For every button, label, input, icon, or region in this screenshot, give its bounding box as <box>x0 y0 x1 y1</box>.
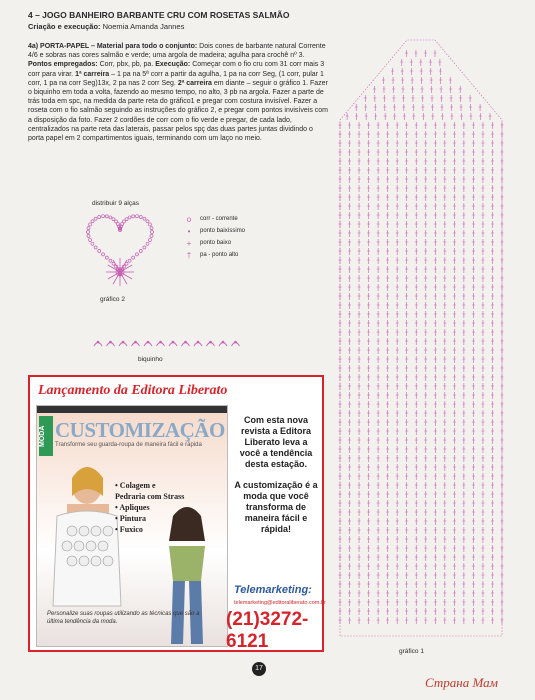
chain-stitch-mark <box>87 231 90 234</box>
chain-stitch-mark <box>148 223 151 226</box>
chain-stitch-mark <box>128 259 131 262</box>
grafico1-chart-diagram <box>339 40 504 636</box>
chain-stitch-mark <box>135 215 138 218</box>
grafico2-label: gráfico 2 <box>100 296 125 303</box>
biquinho-label: biquinho <box>138 356 163 363</box>
chain-stitch-mark <box>132 215 135 218</box>
chain-stitch-mark <box>89 238 92 241</box>
telemarketing-email: telemarketing@editoraliberato.com.br <box>234 600 326 606</box>
chain-stitch-mark <box>94 217 97 220</box>
cover-title: CUSTOMIZAÇÃO <box>55 418 225 442</box>
magazine-cover-image <box>36 405 228 647</box>
chain-stitch-mark <box>109 216 112 219</box>
legend-label: pa - ponto alto <box>200 252 239 258</box>
cover-bullets <box>115 480 184 535</box>
picot-dot-mark <box>222 341 225 344</box>
credit-label: Criação e execução: <box>28 22 101 31</box>
legend-label: corr - corrente <box>200 216 238 222</box>
cover-bullet: • Pintura <box>115 514 147 523</box>
chain-stitch-mark <box>128 216 131 219</box>
chain-stitch-mark <box>146 220 149 223</box>
ad-copy-1: Com esta nova revista a Editora Liberato leva a você a tendência desta estação. <box>239 415 313 469</box>
cover-bullet: • Fuxico <box>115 525 143 534</box>
points-text: Corr, pbx, pb, pa. <box>99 61 154 69</box>
chain-stitch-mark <box>91 242 94 245</box>
chain-stitch-mark <box>87 227 90 230</box>
chain-stitch-mark <box>151 231 154 234</box>
chain-stitch-mark <box>98 216 101 219</box>
legend-symbol: † <box>186 251 192 260</box>
picot-dot-mark <box>197 341 200 344</box>
row1-label: 1ª carreira <box>75 70 110 78</box>
chain-stitch-mark <box>125 218 128 221</box>
cover-bullet: • Apliques <box>115 503 150 512</box>
chain-stitch-mark <box>105 256 108 259</box>
chain-stitch-mark <box>146 242 149 245</box>
chain-stitch-mark <box>98 250 101 253</box>
chain-stitch-mark <box>135 253 138 256</box>
chain-stitch-mark <box>139 250 142 253</box>
picot-dot-mark <box>159 341 162 344</box>
row1-text: – 1 pa na 5ª corr a partir da agulha, 1 pa na corr Seg, (1 corr, pular 1 corr, 1 pa na corr Seg)13x, 2 pa nas 2 corr Seg. <box>28 70 324 87</box>
exec-text: Começar com o fio cru com 31 corr mais 3 corr para virar. <box>28 61 325 78</box>
ad-copy-2: A customização é a moda que você transforma de maneira fácil e rápida! <box>234 480 318 534</box>
chain-stitch-mark <box>143 246 146 249</box>
picot-dot-mark <box>234 341 237 344</box>
chain-stitch-mark <box>102 215 105 218</box>
chain-stitch-mark <box>87 234 90 237</box>
picot-dot-mark <box>97 341 100 344</box>
page-number: 17 <box>252 662 266 676</box>
cover-bullet: • Colagem e <box>115 481 156 490</box>
chain-stitch-mark <box>109 259 112 262</box>
section-title: 4a) PORTA-PAPEL – Material para todo o conjunto: <box>28 43 198 50</box>
grafico2-rosette-diagram <box>87 215 154 286</box>
telemarketing-phone: (21)3272-6121 <box>226 609 309 652</box>
chain-stitch-mark <box>132 256 135 259</box>
exec-label: Execução: <box>155 61 191 69</box>
cover-subtitle: Transforme seu guarda-roupa de maneira fácil e rápida <box>55 442 202 448</box>
chain-stitch-mark <box>102 253 105 256</box>
points-label: Pontos empregados: <box>28 61 98 69</box>
chain-stitch-mark <box>112 218 115 221</box>
biquinho-diagram <box>94 341 240 346</box>
chain-stitch-mark <box>150 227 153 230</box>
ad-copy <box>234 415 318 535</box>
legend-label: ponto baixíssimo <box>200 228 246 234</box>
page-title: 4 – JOGO BANHEIRO BARBANTE CRU COM ROSETAS SALMÃO <box>28 10 290 20</box>
chain-stitch-mark <box>94 246 97 249</box>
picot-dot-mark <box>134 341 137 344</box>
cover-bullet: Pedraria com Strass <box>115 492 185 501</box>
chart-outline-mark <box>340 40 502 636</box>
telemarketing-label: Telemarketing: <box>234 584 312 596</box>
legend-symbol: • <box>187 227 191 236</box>
legend-symbol: + <box>186 239 192 248</box>
picot-dot-mark <box>147 341 150 344</box>
cover-moda-tag: MODA <box>39 416 53 456</box>
chain-stitch-mark <box>143 217 146 220</box>
picot-dot-mark <box>109 341 112 344</box>
rest-text: em diante – seguir o gráfico 1. Fazer o biquinho em toda a volta, fazendo ao mesmo tempo, no alto, 3 pb na argola. Fazer a parte de trás toda em spc, na medida da parte reta do gráfico1 e pregar com costura invisível. Fazer a roseta com o fio salmão seguindo as instruções do gráfico 2, e pregar com pontos invisíveis com a disposição da foto. Fazer 2 cordões de corr com o fio verde e pregar, de cada lado, centralizados na parte reta das laterais, passar pelos spç das duas partes juntas dividindo o porta papel em 2 compartimentos iguais, terminando com um laço no meio. <box>28 79 328 143</box>
credit-name: Noemia Amanda Jannes <box>102 22 185 31</box>
row2-label: 2ª carreira <box>177 79 212 87</box>
chain-stitch-mark <box>89 223 92 226</box>
chain-stitch-mark <box>148 238 151 241</box>
picot-dot-mark <box>184 341 187 344</box>
grafico1-label: gráfico 1 <box>399 648 424 655</box>
legend-label: ponto baixo <box>200 240 232 246</box>
ad-headline: Lançamento da Editora Liberato <box>38 383 228 398</box>
chain-stitch-mark <box>150 234 153 237</box>
material-text: Dois cones de barbante natural Corrente 4/6 e sobras nas cores salmão e verde; uma argola de madeira; agulha para crochê nº 3. <box>28 43 326 60</box>
picot-dot-mark <box>122 341 125 344</box>
picot-dot-mark <box>172 341 175 344</box>
legend-symbol: o <box>186 215 192 224</box>
watermark: Страна Мам <box>425 675 498 690</box>
distribuir-label: distribuir 9 alças <box>92 200 139 207</box>
chain-stitch-mark <box>139 216 142 219</box>
chain-stitch-mark <box>105 215 108 218</box>
advertisement <box>28 375 324 652</box>
cover-footer-text: Personalize suas roupas utilizando as técnicas que são a última tendência da moda. <box>47 611 200 625</box>
picot-dot-mark <box>209 341 212 344</box>
chain-stitch-mark <box>91 220 94 223</box>
chain-stitch-mark <box>123 220 126 223</box>
